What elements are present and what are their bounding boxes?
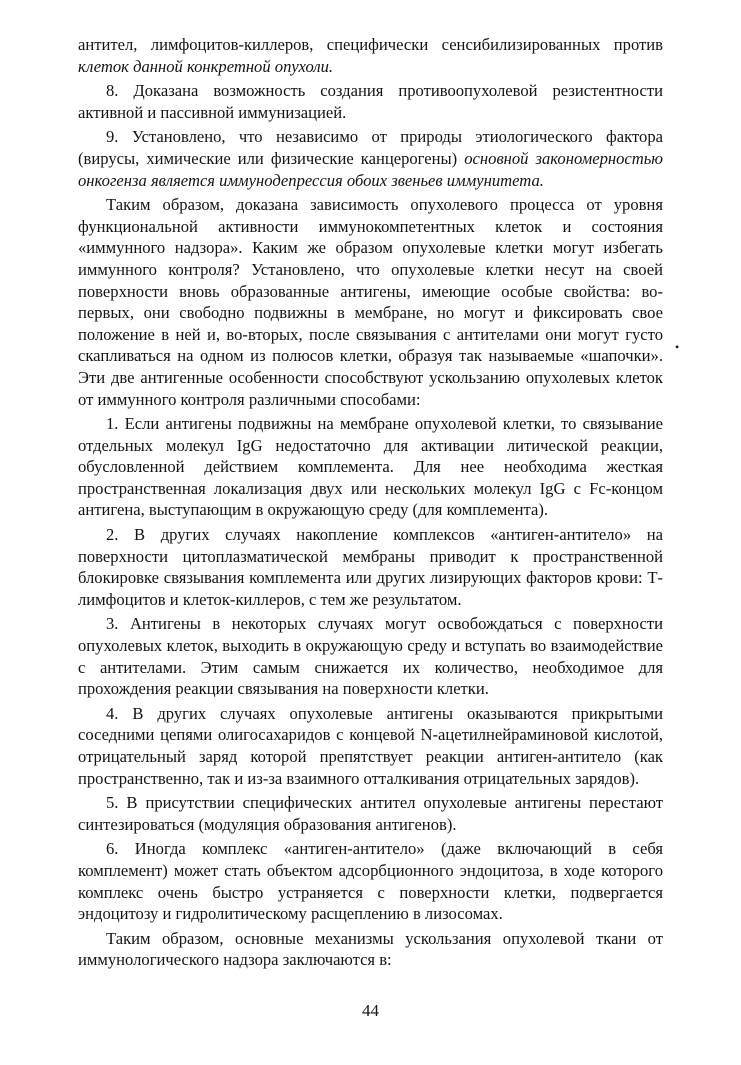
text-run: антител, лимфоцитов-киллеров, специфически сенсибилизированных против — [78, 35, 663, 54]
paragraph — [78, 413, 663, 521]
document-page — [78, 34, 663, 971]
paragraph — [78, 524, 663, 610]
page-number: 44 — [362, 1001, 379, 1020]
paragraph — [78, 928, 663, 971]
text-run: 1. Если антигены подвижны на мембране опухолевой клетки, то связывание отдельных молекул IgG недостаточно для активации литической реакции, обусловленной действием комплемента. Для нее необходима жесткая пространственная локализация двух или нескольких молекул IgG с Fc-концом антигена, выступающим в окружающую среду (для комплемента). — [78, 414, 663, 520]
paragraph — [78, 792, 663, 835]
paragraph — [78, 126, 663, 191]
margin-mark: • — [675, 340, 680, 354]
text-run: 8. Доказана возможность создания противоопухолевой резистентности активной и пассивной иммунизацией. — [78, 81, 663, 122]
paragraph — [78, 34, 663, 77]
italic-text-run: клеток данной конкретной опухоли. — [78, 56, 334, 76]
text-run: 3. Антигены в некоторых случаях могут освобождаться с поверхности опухолевых клеток, выходить в окружающую среду и вступать во взаимодействие с антителами. Этим самым снижается их количество, необходимое для прохождения реакции связывания на поверхности клетки. — [78, 614, 663, 699]
paragraph — [78, 613, 663, 699]
italic-text-run: основной закономерностью онкогенза является иммунодепрессия обоих звеньев иммунитета. — [78, 148, 664, 190]
text-run: 9. Установлено, что независимо от природы этиологического фактора (вирусы, химические или физические канцерогены) — [78, 127, 663, 168]
text-run: Таким образом, основные механизмы ускользания опухолевой ткани от иммунологического надзора заключаются в: — [78, 928, 663, 970]
paragraph — [78, 838, 663, 924]
text-run: Таким образом, доказана зависимость опухолевого процесса от уровня функциональной активности иммунокомпетентных клеток и состояния «иммунного надзора». Каким же образом опухолевые клетки могут избегать иммунного контроля? Установлено, что опухолевые клетки несут на своей поверхности вновь образованные антигены, имеющие особые свойства: во-первых, они свободно подвижны в мембране, но могут и фиксировать свое положение в ней и, во-вторых, после связывания с антителами они могут густо скапливаться на одном из полюсов клетки, образуя так называемые «шапочки». Эти две антигенные особенности способствуют ускользанию опухолевых клеток от иммунного контроля различными способами: — [78, 195, 663, 409]
text-body — [78, 34, 663, 971]
paragraph — [78, 703, 663, 789]
text-run: 4. В других случаях опухолевые антигены оказываются прикрытыми соседними цепями олигосахаридов с концевой N-ацетилнейраминовой кислотой, отрицательный заряд которой препятствует реакции антиген-антитело (как пространственно, так и из-за взаимного отталкивания отрицательных зарядов). — [78, 703, 663, 788]
text-run: 5. В присутствии специфических антител опухолевые антигены перестают синтезироваться (модуляция образования антигенов). — [78, 793, 663, 834]
text-run: 2. В других случаях накопление комплексов «антиген-антитело» на поверхности цитоплазматической мембраны приводит к пространственной блокировке связывания комплемента или других лизирующих факторов крови: Т-лимфоцитов и клеток-киллеров, с тем же результатом. — [78, 525, 663, 609]
text-run: 6. Иногда комплекс «антиген-антитело» (даже включающий в себя комплемент) может стать объектом адсорбционного эндоцитоза, в ходе которого комплекс очень быстро устраняется с поверхности клетки, подвергается эндоцитозу и гидролитическому расщеплению в лизосомах. — [78, 839, 663, 924]
paragraph — [78, 194, 663, 410]
paragraph — [78, 80, 663, 123]
